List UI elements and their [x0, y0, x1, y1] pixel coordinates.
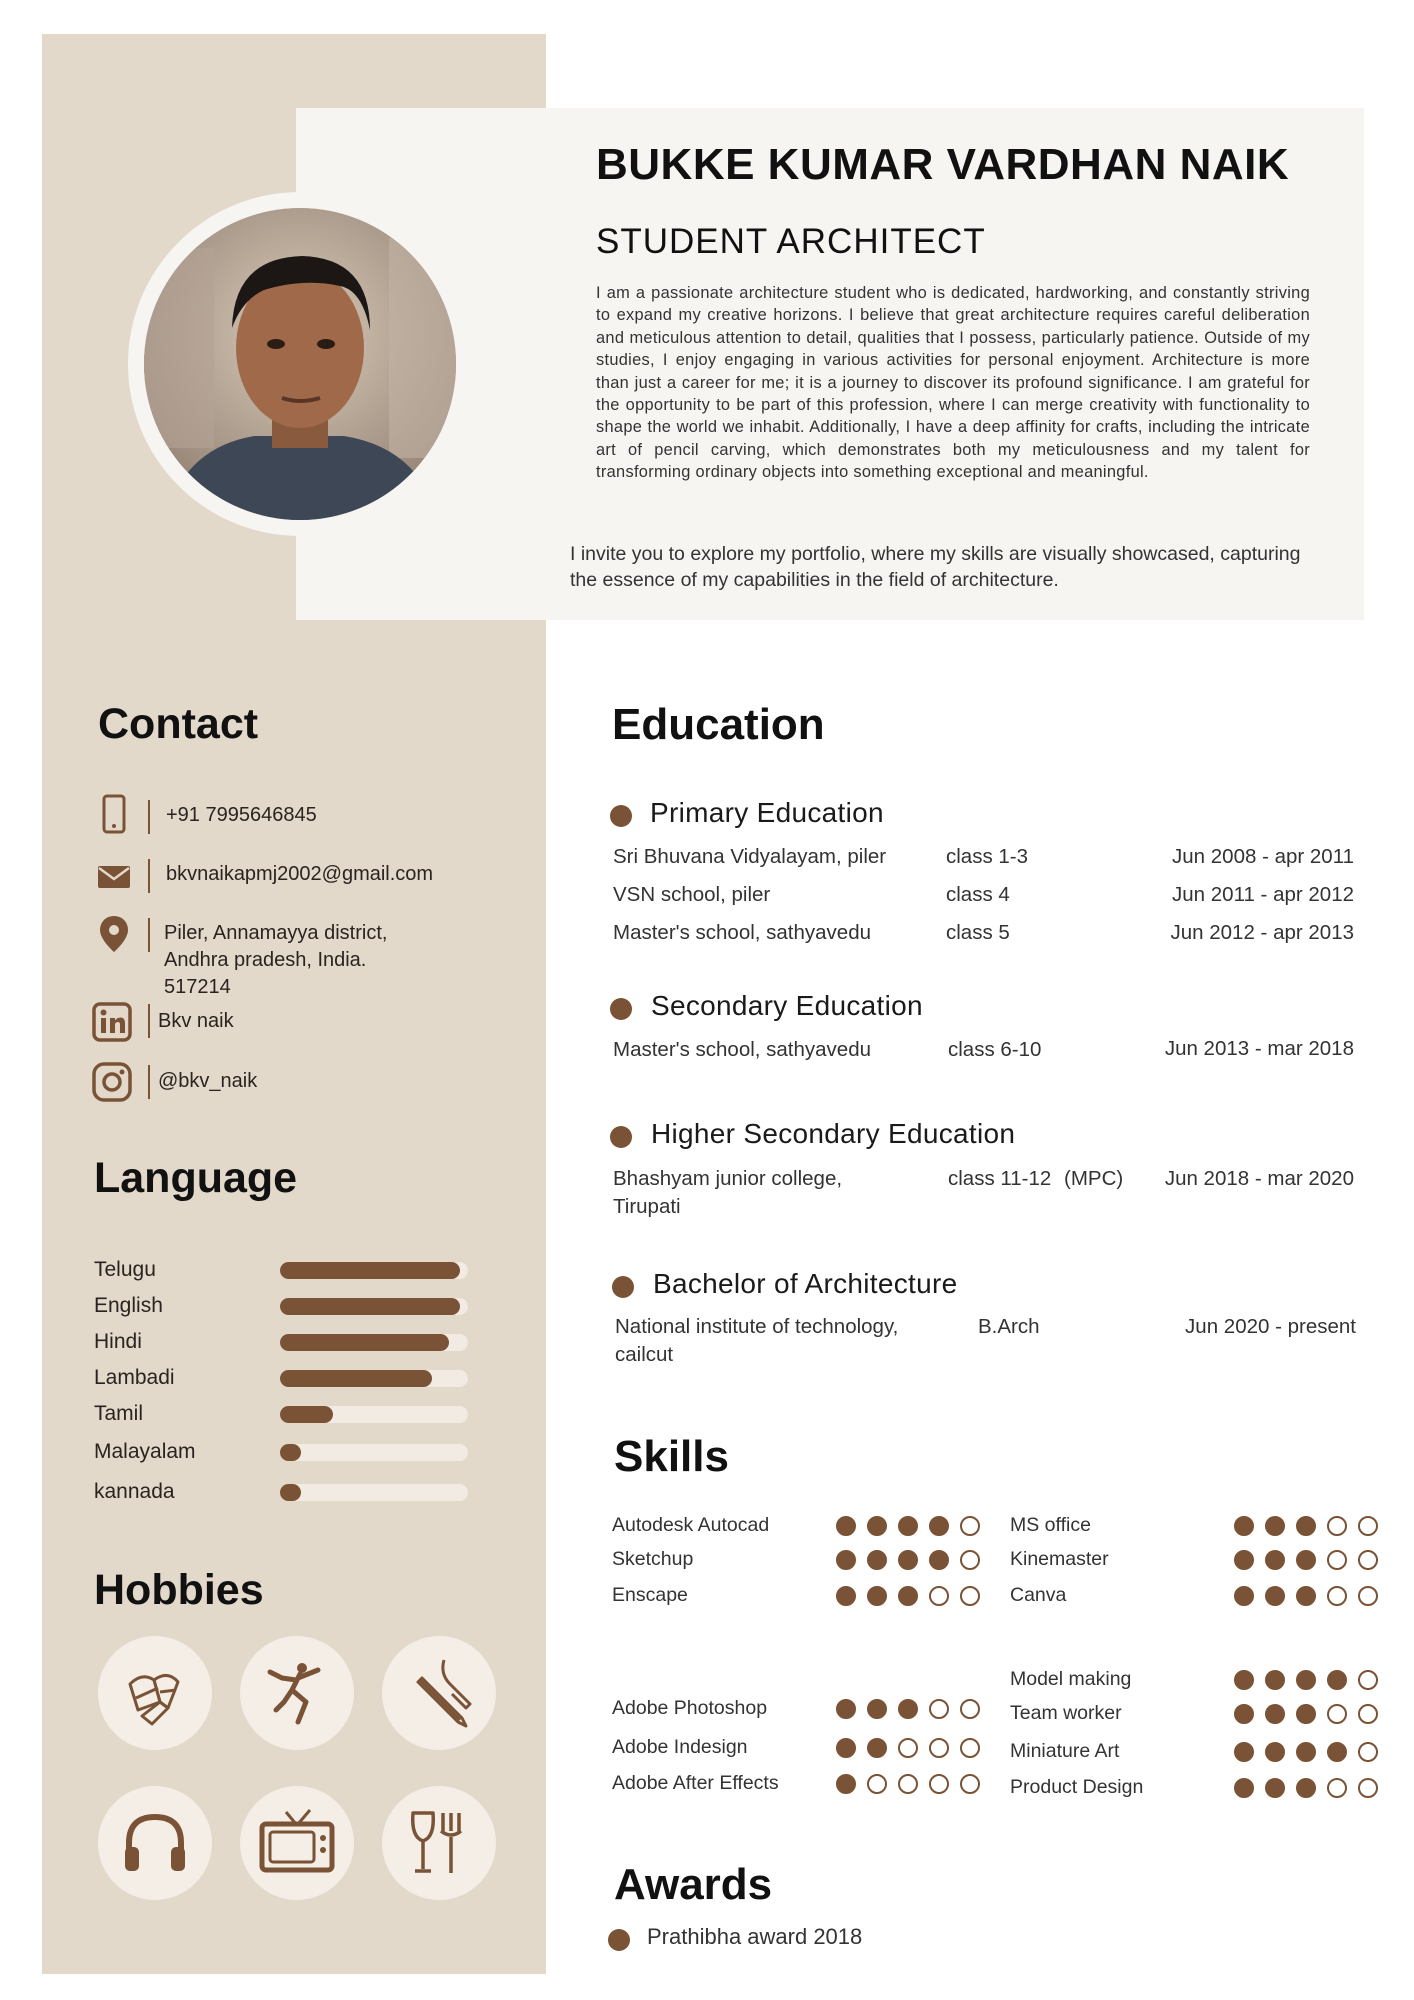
skill-name: MS office	[1010, 1514, 1091, 1536]
rating-dot-filled	[1265, 1516, 1285, 1536]
edu-school	[613, 1165, 842, 1221]
bio-paragraph: I am a passionate architecture student who is dedicated, hardworking, and constantly striving to expand my creative horizons. I believe that great architecture requires careful deliberation and meticulous attention to detail, qualities that I possess, particularly patience. Outside of my studies, I enjoy engaging in various activities for personal enjoyment. Architecture is more than just a career for me; it is a journey to discover its profound significance. I am grateful for the opportunity to be part of this profession, where I can merge creativity with functionality to shape the world we inhabit. Additionally, I have a deep affinity for crafts, including the intricate art of pencil carving, which demonstrates both my meticulousness and my talent for transforming ordinary objects into something exceptional and meaningful.	[596, 284, 1310, 482]
edu-school: Master's school, sathyavedu	[613, 1038, 872, 1061]
edu-period: Jun 2020 - present	[1185, 1315, 1356, 1338]
email-address[interactable]: bkvnaikapmj2002@gmail.com	[166, 863, 434, 885]
rating-dot-filled	[867, 1516, 887, 1536]
language-level-fill	[280, 1444, 301, 1461]
bullet-dot	[610, 1126, 632, 1148]
rating-dot-filled	[836, 1550, 856, 1570]
rating-dot-filled	[836, 1699, 856, 1719]
rating-dot-filled	[1234, 1742, 1254, 1762]
television-icon	[258, 1808, 336, 1878]
edu-period: Jun 2008 - apr 2011	[1172, 845, 1354, 868]
education-heading: Education	[612, 700, 825, 749]
edu-class: class 6-10	[948, 1038, 1042, 1061]
awards-heading: Awards	[614, 1860, 773, 1909]
language-level-track	[280, 1262, 468, 1279]
contact-separator	[148, 800, 150, 834]
rating-dot-filled	[1234, 1586, 1254, 1606]
rating-dot-empty	[960, 1586, 980, 1606]
language-level-fill	[280, 1262, 460, 1279]
rating-dot-filled	[867, 1699, 887, 1719]
edu-period: Jun 2018 - mar 2020	[1164, 1167, 1354, 1190]
skill-name: Adobe Photoshop	[612, 1697, 768, 1719]
edu-class: class 4	[946, 883, 1010, 906]
bullet-dot	[608, 1929, 630, 1951]
rating-dot-filled	[836, 1516, 856, 1536]
bachelor-title: Bachelor of Architecture	[653, 1268, 958, 1299]
rating-dot-filled	[1296, 1670, 1316, 1690]
skill-name: Model making	[1010, 1668, 1132, 1690]
rating-dot-empty	[898, 1738, 918, 1758]
rating-dot-empty	[960, 1774, 980, 1794]
candidate-role: STUDENT ARCHITECT	[596, 222, 986, 261]
address-line: Andhra pradesh, India.	[164, 949, 367, 971]
candidate-name: BUKKE KUMAR VARDHAN NAIK	[596, 140, 1290, 189]
headphones-icon	[119, 1807, 191, 1879]
skill-name: Adobe Indesign	[612, 1736, 748, 1758]
rating-dot-filled	[1327, 1742, 1347, 1762]
language-name: Telugu	[94, 1258, 156, 1281]
rating-dot-filled	[836, 1774, 856, 1794]
profile-photo	[144, 208, 456, 520]
edu-school: Sri Bhuvana Vidyalayam, piler	[613, 845, 887, 868]
rating-dot-filled	[836, 1586, 856, 1606]
edu-school-line: cailcut	[615, 1343, 674, 1366]
rating-dot-empty	[1358, 1704, 1378, 1724]
edu-class: class 1-3	[946, 845, 1029, 868]
rating-dot-filled	[929, 1550, 949, 1570]
rating-dot-filled	[1265, 1742, 1285, 1762]
instagram-icon	[92, 1062, 132, 1102]
rating-dot-filled	[1265, 1586, 1285, 1606]
bullet-dot	[610, 998, 632, 1020]
rating-dot-empty	[898, 1774, 918, 1794]
rating-dot-filled	[1296, 1778, 1316, 1798]
rating-dot-filled	[1296, 1742, 1316, 1762]
pencil-carving-icon	[400, 1654, 478, 1732]
skill-name: Product Design	[1010, 1776, 1144, 1798]
email-icon	[94, 856, 134, 896]
rating-dot-empty	[1327, 1550, 1347, 1570]
location-pin-icon	[94, 914, 134, 954]
edu-school	[615, 1313, 898, 1369]
language-name: Hindi	[94, 1330, 142, 1353]
edu-period: Jun 2011 - apr 2012	[1172, 883, 1354, 906]
rating-dot-filled	[1296, 1550, 1316, 1570]
contact-separator	[148, 918, 150, 952]
rating-dot-filled	[898, 1699, 918, 1719]
edu-class: class 5	[946, 921, 1010, 944]
skill-name: Enscape	[612, 1584, 688, 1606]
rating-dot-filled	[1265, 1778, 1285, 1798]
language-level-track	[280, 1444, 468, 1461]
skill-name: Sketchup	[612, 1548, 694, 1570]
rating-dot-empty	[1358, 1516, 1378, 1536]
rating-dot-filled	[929, 1516, 949, 1536]
hobby-tv	[240, 1786, 354, 1900]
edu-period: Jun 2012 - apr 2013	[1170, 921, 1354, 944]
skill-name: Miniature Art	[1010, 1740, 1120, 1762]
rating-dot-empty	[1327, 1704, 1347, 1724]
higher-secondary-title: Higher Secondary Education	[651, 1118, 1016, 1149]
rating-dot-empty	[1358, 1742, 1378, 1762]
language-heading: Language	[94, 1154, 298, 1202]
rating-dot-empty	[1358, 1778, 1378, 1798]
phone-number[interactable]: +91 7995646845	[166, 804, 317, 826]
skill-name: Autodesk Autocad	[612, 1514, 770, 1536]
rating-dot-filled	[867, 1550, 887, 1570]
edu-school: Master's school, sathyavedu	[613, 921, 872, 944]
rating-dot-filled	[898, 1550, 918, 1570]
contact-heading: Contact	[98, 700, 259, 748]
dancer-icon	[262, 1658, 332, 1728]
profile-photo-frame	[128, 192, 472, 536]
language-name: Lambadi	[94, 1366, 175, 1389]
language-name: kannada	[94, 1480, 175, 1503]
linkedin-icon	[92, 1002, 132, 1042]
edu-school: VSN school, piler	[613, 883, 771, 906]
address	[164, 920, 387, 1001]
contact-separator	[148, 859, 150, 893]
rating-dot-filled	[1234, 1550, 1254, 1570]
edu-period: Jun 2013 - mar 2018	[1164, 1037, 1354, 1060]
linkedin-handle[interactable]: Bkv naik	[158, 1010, 234, 1032]
rating-dot-filled	[1265, 1704, 1285, 1724]
rating-dot-filled	[1234, 1778, 1254, 1798]
rating-dot-filled	[1296, 1516, 1316, 1536]
portfolio-invite: I invite you to explore my portfolio, where my skills are visually showcased, capturing the essence of my capabilities in the field of architecture.	[570, 543, 1301, 591]
address-line: Piler, Annamayya district,	[164, 922, 388, 944]
language-name: English	[94, 1294, 163, 1317]
hobby-badminton	[98, 1636, 212, 1750]
address-line: 517214	[164, 976, 231, 998]
rating-dot-empty	[929, 1586, 949, 1606]
rating-dot-filled	[1234, 1516, 1254, 1536]
rating-dot-empty	[1327, 1586, 1347, 1606]
language-level-track	[280, 1334, 468, 1351]
rating-dot-empty	[1327, 1516, 1347, 1536]
hobby-dance	[240, 1636, 354, 1750]
language-name: Malayalam	[94, 1440, 196, 1463]
rating-dot-filled	[1296, 1586, 1316, 1606]
language-level-fill	[280, 1484, 301, 1501]
rating-dot-empty	[929, 1738, 949, 1758]
skill-name: Canva	[1010, 1584, 1067, 1606]
rating-dot-filled	[1234, 1670, 1254, 1690]
rating-dot-filled	[898, 1516, 918, 1536]
bullet-dot	[610, 805, 632, 827]
rating-dot-empty	[960, 1699, 980, 1719]
rating-dot-empty	[960, 1550, 980, 1570]
edu-school-line: Bhashyam junior college,	[613, 1167, 843, 1190]
rating-dot-filled	[867, 1738, 887, 1758]
rating-dot-filled	[836, 1738, 856, 1758]
rating-dot-empty	[1358, 1550, 1378, 1570]
rating-dot-filled	[867, 1586, 887, 1606]
skill-name: Adobe After Effects	[612, 1772, 779, 1794]
rating-dot-filled	[898, 1586, 918, 1606]
secondary-education-title: Secondary Education	[651, 990, 923, 1021]
rating-dot-empty	[867, 1774, 887, 1794]
language-level-track	[280, 1406, 468, 1423]
dining-icon	[407, 1807, 471, 1879]
edu-stream: (MPC)	[1064, 1167, 1124, 1190]
primary-education-title: Primary Education	[650, 797, 884, 828]
language-level-fill	[280, 1370, 432, 1387]
language-level-track	[280, 1484, 468, 1501]
rating-dot-empty	[929, 1699, 949, 1719]
rating-dot-empty	[929, 1774, 949, 1794]
rating-dot-empty	[1327, 1778, 1347, 1798]
skill-name: Team worker	[1010, 1702, 1122, 1724]
edu-school-line: Tirupati	[613, 1195, 681, 1218]
hobby-food	[382, 1786, 496, 1900]
phone-icon	[94, 794, 134, 834]
contact-separator	[148, 1065, 150, 1099]
rating-dot-filled	[1234, 1704, 1254, 1724]
rating-dot-filled	[1327, 1670, 1347, 1690]
hobby-music	[98, 1786, 212, 1900]
language-name: Tamil	[94, 1402, 144, 1425]
language-level-track	[280, 1370, 468, 1387]
rating-dot-filled	[1265, 1670, 1285, 1690]
contact-separator	[148, 1004, 150, 1038]
rating-dot-empty	[1358, 1586, 1378, 1606]
badminton-shuttlecock-icon	[120, 1658, 190, 1728]
language-level-track	[280, 1298, 468, 1315]
edu-class: class 11-12	[948, 1167, 1052, 1190]
edu-school-line: National institute of technology,	[615, 1315, 899, 1338]
hobbies-heading: Hobbies	[94, 1566, 264, 1614]
skills-heading: Skills	[614, 1432, 729, 1481]
rating-dot-filled	[1265, 1550, 1285, 1570]
rating-dot-empty	[960, 1738, 980, 1758]
language-level-fill	[280, 1406, 333, 1423]
language-level-fill	[280, 1298, 460, 1315]
hobby-pencil-carving	[382, 1636, 496, 1750]
rating-dot-filled	[1296, 1704, 1316, 1724]
bullet-dot	[612, 1276, 634, 1298]
skill-name: Kinemaster	[1010, 1548, 1109, 1570]
edu-degree: B.Arch	[978, 1315, 1040, 1338]
award-item: Prathibha award 2018	[647, 1924, 863, 1949]
instagram-handle[interactable]: @bkv_naik	[158, 1070, 258, 1092]
language-level-fill	[280, 1334, 449, 1351]
rating-dot-empty	[1358, 1670, 1378, 1690]
rating-dot-empty	[960, 1516, 980, 1536]
